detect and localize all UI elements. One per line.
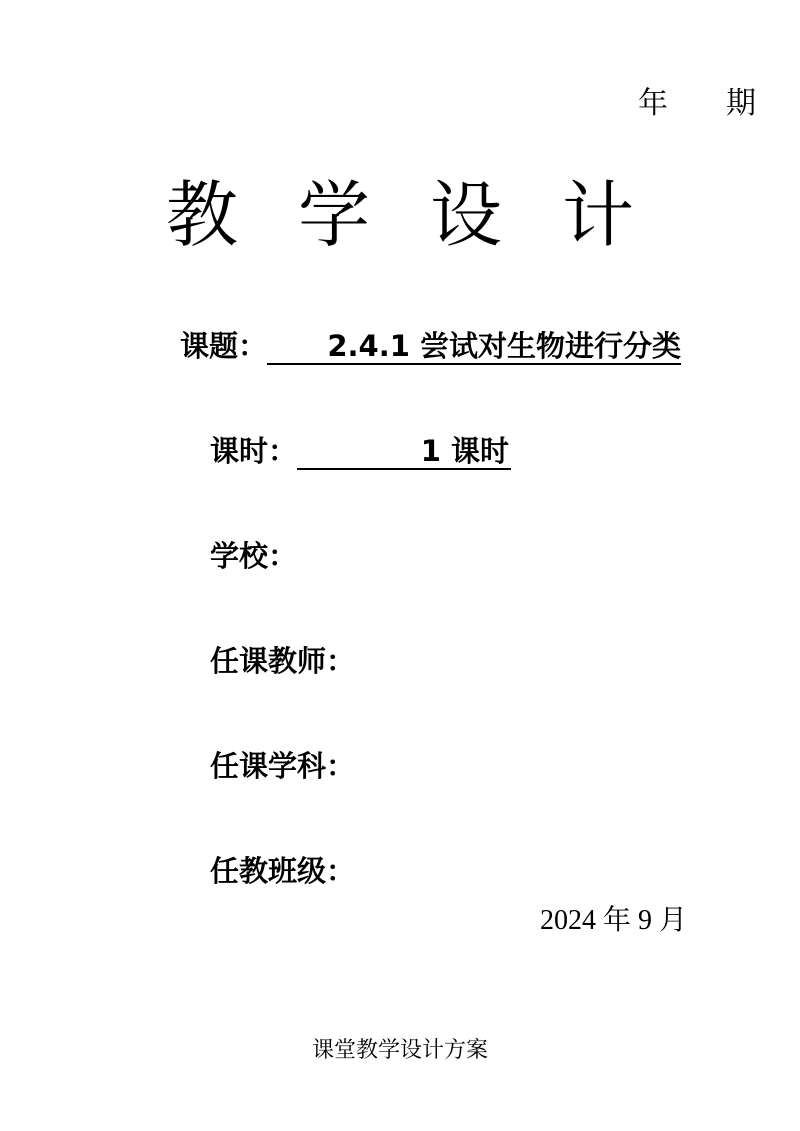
page-title: 教学设计: [165, 173, 694, 257]
topic-field: [180, 326, 681, 366]
subject-label: 任课学科：: [210, 749, 356, 783]
date-text: 2024 年 9 月: [539, 905, 687, 936]
topic-value: 2.4.1 尝试对生物进行分类: [267, 329, 681, 365]
year-label: 年: [638, 86, 668, 121]
hours-label: 课时：: [210, 434, 298, 468]
year-term-header: [638, 78, 756, 122]
topic-label: 课题：: [180, 329, 268, 363]
subject-field: [210, 746, 355, 786]
hours-value: 1 课时: [297, 434, 511, 470]
class-field: [210, 851, 355, 891]
teacher-label: 任课教师：: [210, 644, 356, 678]
term-label: 期: [726, 86, 756, 121]
school-field: [210, 536, 297, 576]
hours-field: [210, 431, 511, 471]
teacher-field: [210, 641, 355, 681]
class-label: 任教班级：: [210, 854, 356, 888]
footer-text: 课堂教学设计方案: [311, 1038, 488, 1063]
school-label: 学校：: [210, 539, 298, 573]
